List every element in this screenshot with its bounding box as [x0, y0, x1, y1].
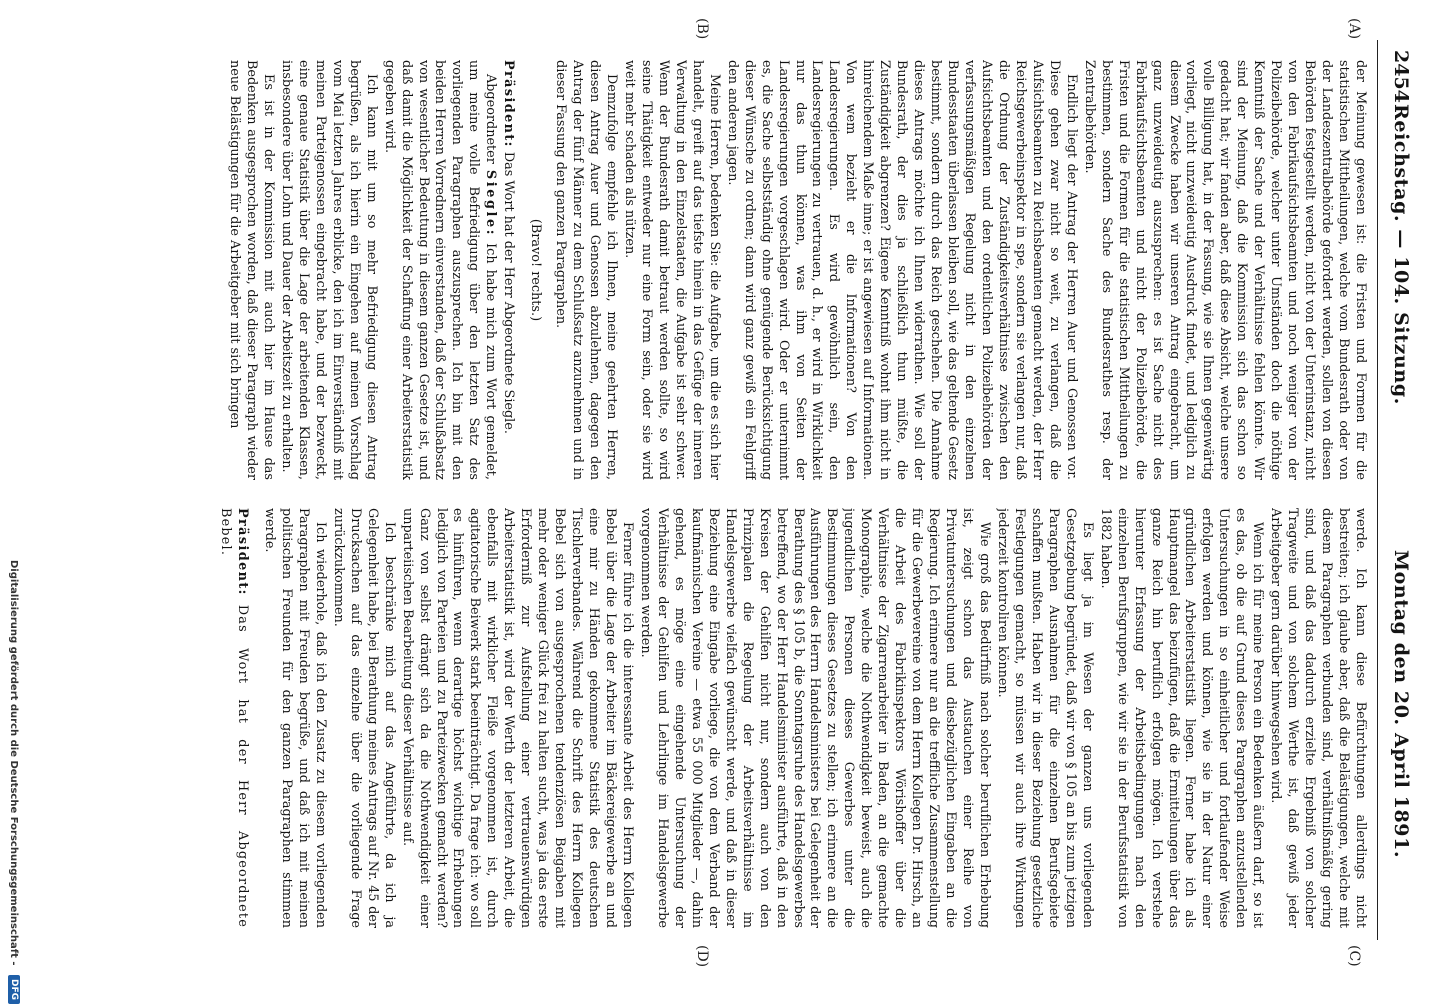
speaker-title: Abgeordneter — [483, 74, 499, 164]
paragraph: Ferner führe ich die interessante Arbeit des Herrn Kollegen Bebel über die Lage der Arbeiter im Bäckereigewerbe an und eine mir zu Händen gekommene Statistik des deutschen Tischlerverbandes. Während die Schrift des Herrn Kollegen Bebel sich von ausgesprochenen tendenziösen Beigaben mit mehr oder weniger Glück frei zu halten sucht, was ja das erste Erforderniß zur Aufstellung einer vertrauenswürdigen Arbeiterstatistik ist, wird der Werth der letzteren Arbeit, die ebenfalls mit wirklicher Fleiße vorgenommen ist, durch agitatorische Beiwerk stark beeinträchtigt. Da frage ich: wo soll es hinführen, wenn derartige höchst wichtige Erhebungen lediglich von Parteien und zu Parteizwecken gemacht werden? Ganz von selbst drängt sich da die Nothwendigkeit einer unparteiischen Bearbeitung dieser Verhältnisse auf. — [399, 508, 636, 928]
paragraph: Endlich liegt der Antrag der Herren Auer und Genossen vor. Diese gehen zwar nicht so weit, zu verlangen, daß die Aufsichtsbeamten zu Reichsbeamten gemacht werden, der Herr Reichsgewerbeinspektor in spe, sondern sie verlangen nur, daß die Ordnung der Zuständigkeitsverhältnisse zwischen den Aufsichtsbeamten und den ordentlichen Polizeibehörden der verfassungsmäßigen Regelung nicht in den einzelnen Bundesstaaten überlassen bleiben soll, wie das geltende Gesetz bestimmt, sondern durch das Reich geschehen. Die Annahme dieses Antrags möchte ich Ihnen widerrathen. Wie soll der Bundesrath, der dies ja schließlich thun müßte, die Zuständigkeit abgrenzen? Eigene Kenntniß wohnt ihm nicht in hinreichendem Maße inne; er ist angewiesen auf Informationen. Von wem bezieht er die Informationen? Von den Landesregierungen. Es wird gewöhnlich sein, den Landesregierungen zu vertrauen, d. h., er wird in Wirklichkeit nur das thun können, was ihm von Seiten der Landesregierungen vorgeschlagen wird. Oder er unternimmt es, die Sache selbstständig ohne genügende Berücksichtigung dieser Wünsche zu ordnen; dann wird ganz gewiß ein Fehlgriff den anderen jagen. — [724, 60, 1079, 480]
paragraph: Demzufolge empfehle ich Ihnen, meine geehrten Herren, diesen Antrag Auer und Genossen abzulehnen, dagegen den Antrag der fünf Männer zu dem Schlußsatz anzunehmen und in dieser Fassung den ganzen Paragraphen. — [553, 60, 620, 480]
paragraph: der Meinung gewesen ist: die Fristen und Formen für die statistischen Mittheilungen, welche vom Bundesrath oder von der Landeszentralbehörde gefordert werden, sollen von diesen Behörden festgestellt werden, nicht von der Unterinstanz, nicht von den Fabrikaufsichtsbeamten und noch weniger von der Polizeibehörde, welcher unter Umständen doch die nöthige Kenntniß der Sache und der Verhältnisse fehlen könnte. Wir sind der Meinung, daß die Kommission sich das schon so gedacht hat; wir fanden aber, daß diese Absicht, welche unsere volle Billigung hat, in der Fassung, wie sie Ihnen gegenwärtig vorliegt, nicht unzweideutig Ausdruck findet, und lediglich zu diesem Zwecke haben wir unseren Antrag eingebracht, um ganz unzweideutig auszusprechen: es ist Sache nicht des Fabrikaufsichtsbeamten und nicht der Polizeibehörde, die Fristen und die Formen für die statistischen Mittheilungen zu bestimmen, sondern Sache des Bundesrathes resp. der Zentralbehörden. — [1081, 60, 1368, 480]
credit-text: Digitalisierung gefördert durch die Deutsche Forschungsgemeinschaft - — [8, 560, 20, 966]
margin-marker-b: (B) — [694, 18, 710, 40]
paragraph: Es liegt ja im Wesen der ganzen uns vorliegenden Gesetzgebung begründet, daß wir von § 105 an bis zum jetzigen Paragraphen Ausnahmen für die einzelnen Berufsgebiete schaffen mußten. Haben wir in dieser Beziehung gesetzliche Festlegungen gemacht, so müssen wir auch ihre Wirkungen jederzeit kontroliren können. — [994, 508, 1095, 928]
session-title: Reichstag. — 104. Sitzung. — [1390, 104, 1412, 405]
margin-marker-a: (A) — [1346, 18, 1362, 40]
speaker-label: Präsident: — [501, 60, 517, 148]
session-date: Montag den 20. April 1891. — [1390, 550, 1412, 859]
page-header — [1377, 40, 1418, 940]
right-column — [78, 508, 1368, 928]
speech-text: Ich habe mich zum Wort gemeldet, um meine volle Befriedigung über den letzten Satz des vorliegenden Paragraphen auszusprechen. Ich bin mit den beiden Herren Vorrednern einverstanden, daß der Schlußabsatz von wesentlicher Bedeutung in diesem ganzen Gesetze ist, und daß damit die Möglichkeit der Schaffung einer Arbeiterstatistik gegeben wird. — [381, 60, 499, 480]
dfg-logo: DFG — [8, 975, 20, 1004]
speech-paragraph — [380, 60, 499, 480]
paragraph: Ich kann mit um so mehr Befriedigung diesen Antrag begrüßen, als ich hierin ein Eingehen auf meinen Vorschlag vom Mai letzten Jahres erblicke, den ich im Einverständniß mit meinen Parteigenossen eingebracht habe, und der bezweckt, eine genaue Statistik über die Lage der arbeitenden Klassen, insbesondere über Lohn und Dauer der Arbeitszeit zu erhalten. — [278, 60, 379, 480]
speaker-line — [499, 60, 516, 480]
paragraph: Wie groß das Bedürfniß nach solcher beruflichen Erhebung ist, zeigt schon das Austauchen einer Reihe von Privatuntersuchungen und diesbezüglichen Eingaben an die Regierung. Ich erinnere nur an die treffliche Zusammenstellung für die Gewerbevereine von dem Herrn Kollegen Dr. Hirsch, an die Arbeit des Fabrikinspektors Wörishoffer über die Verhältnisse der Zigarrenarbeiter in Baden, an die gemachte Monographie, welche die Nothwendigkeit beweist, auch die jugendlichen Personen dieses Gewerbes unter die Bestimmungen dieses Gesetzes zu stellen; ich erinnere an die Ausführungen des Herrn Handelsministers bei Gelegenheit der Berathung des § 105 b, die Sonntagsruhe des Handelsgewerbes betreffend, wo der Herr Handelsminister ausführte, daß in den Kreisen der Gehilfen nicht nur, sondern auch von den Prinzipalen die Regelung der Arbeitsverhältnisse im Handelsgewerbe vielfach gewünscht werde, und daß in dieser Beziehung eine Eingabe vorliege, die von dem Verband der kaufmännischen Vereine — etwa 55 000 Mitglieder —, dahin gehend, es möge eine eingehende Untersuchung der Verhältnisse der Gehilfen und Lehrlinge im Handelsgewerbe vorgenommen werden. — [637, 508, 993, 928]
speaker-label: Präsident: — [235, 508, 251, 596]
speaker-name: Siegle: — [483, 169, 499, 238]
margin-marker-d: (D) — [694, 945, 710, 968]
margin-marker-c: (C) — [1346, 945, 1362, 967]
paragraph: Meine Herren, bedenken Sie: die Aufgabe, um die es sich hier handelt, greift auf das tiefste hinein in das Gefüge der inneren Verwaltung in den Einzelstaaten, die Aufgabe ist sehr schwer. Wenn der Bundesrath damit betraut werden sollte, so wird seine Thätigkeit entweder nur eine Form sein, oder sie wird weit mehr schaden als nützen. — [622, 60, 722, 480]
speaker-text: Das Wort hat der Herr Abgeordnete Siegle. — [501, 151, 517, 434]
paragraph: Wenn ich für meine Person ein Bedenken äußern darf, so ist es das, ob die auf Grund dieses Paragraphen anzustellenden Untersuchungen in so einheitlicher und fortlaufender Weise erfolgen werden und können, wie sie in der Natur einer gründlichen Arbeiterstatistik liegen. Ferner habe ich als Hauptmangel das beizufügen, daß die Ermittelungen über das ganze Reich hin beruflich erfolgen mögen. Ich verstehe hierunter Erfassung der Arbeitsbedingungen nach den einzelnen Berufsgruppen, wie wir sie in der Berufsstatistik von 1882 haben. — [1097, 508, 1266, 928]
digitization-credit — [2, 560, 20, 1000]
paragraph: Es ist in der Kommission mit auch hier im Hause das Bedenken ausgesprochen worden, daß dieser Paragraph wieder neue Belästigungen für die Arbeitgeber mit sich bringen — [227, 60, 276, 480]
page-number: 2454 — [1390, 50, 1412, 103]
speaker-text: Das Wort hat der Herr Abgeordnete Bebel. — [218, 508, 251, 928]
paragraph: werde. Ich kann diese Befürchtungen allerdings nicht bestreiten; ich glaube aber, daß die Belästigungen, welche mit diesem Paragraphen verbunden sind, verhältnißmäßig gering sind, und daß das dadurch erzielte Ergebniß von solcher Tragweite und von solchem Werthe ist, daß gewiß jeder Arbeitgeber gern darüber hinwegsehen wird. — [1268, 508, 1368, 928]
speaker-line — [216, 508, 250, 928]
paragraph: Ich beschränke mich auf das Angeführte, da ich ja Gelegenheit habe, bei Berathung meines Antrags auf Nr. 45 der Drucksachen auf das einzelne über die vorliegende Frage zurückzukommen. — [330, 508, 397, 928]
applause-note: (Bravo! rechts.) — [528, 218, 544, 322]
left-column — [78, 60, 1368, 480]
paragraph: Ich wiederhole, daß ich den Zusatz zu diesem vorliegenden Paragraphen mit Freuden begrüße, und daß ich mit meinen politischen Freunden für den ganzen Paragraphen stimmen werde. — [262, 508, 328, 928]
